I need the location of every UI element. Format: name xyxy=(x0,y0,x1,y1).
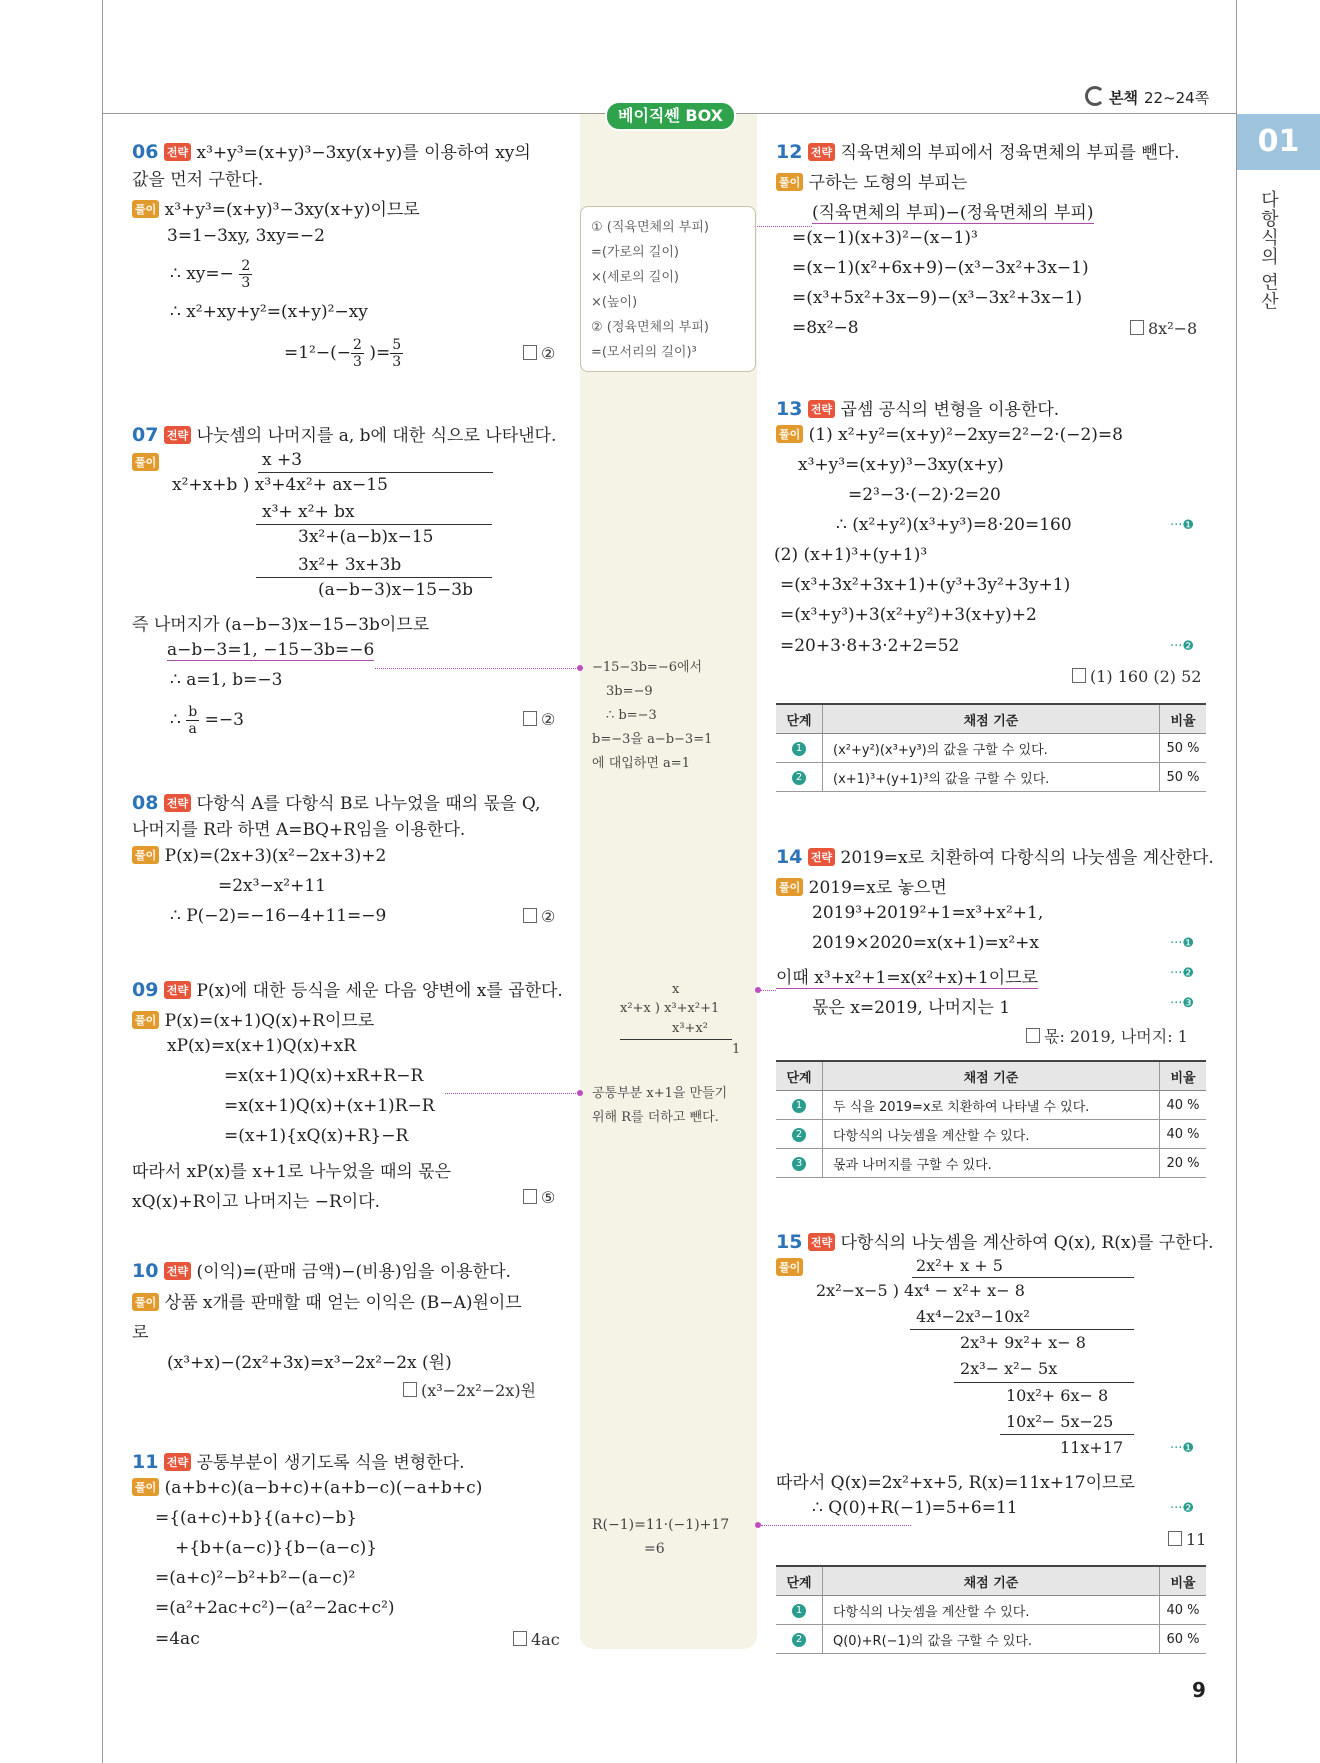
solution-text: (1) x²+y²=(x+y)²−2xy=2²−2·(−2)=8 xyxy=(808,425,1123,445)
leader-line xyxy=(761,1525,911,1526)
q14-line-3: 2019×2020=x(x+1)=x²+x xyxy=(812,933,1039,953)
answer-text: (1) 160 (2) 52 xyxy=(1090,667,1202,686)
q13-scoring-table xyxy=(776,703,1206,792)
solution-tag: 풀이 xyxy=(132,200,159,218)
q13-strategy xyxy=(776,395,1059,420)
q14-strategy xyxy=(776,843,1214,868)
answer-text: ② xyxy=(541,710,556,729)
q14-line-5: 몫은 x=2019, 나머지는 1 xyxy=(812,998,1011,1018)
strategy-text: 공통부분이 생기도록 식을 변형한다. xyxy=(196,1453,465,1473)
strategy-text: 다항식 A를 다항식 B로 나누었을 때의 몫을 Q, xyxy=(196,794,541,814)
answer-icon xyxy=(1072,668,1086,683)
q12-line-3: =(x−1)(x+3)²−(x−1)³ xyxy=(792,228,978,248)
q11-line-1 xyxy=(132,1478,482,1498)
step-cell xyxy=(776,1625,823,1654)
q09-line-7: xQ(x)+R이고 나머지는 −R이다. xyxy=(132,1192,381,1212)
division-step: 2x³− x²− 5x xyxy=(960,1359,1058,1378)
note-line: ② (정육면체의 부피) xyxy=(591,320,709,335)
q09-line-2: xP(x)=x(x+1)Q(x)+xR xyxy=(167,1036,357,1056)
solution-text: (a+b+c)(a−b+c)+(a+b−c)(−a+b+c) xyxy=(164,1478,483,1498)
table-row xyxy=(776,763,1206,792)
solution-tag: 풀이 xyxy=(132,846,159,864)
answer-text: 4ac xyxy=(531,1630,560,1649)
step-marker: ···❷ xyxy=(1170,966,1195,981)
q13-line-4: ∴ (x²+y²)(x³+y³)=8·20=160 xyxy=(836,515,1072,535)
division-remainder: (a−b−3)x−15−3b xyxy=(318,580,473,600)
q07-solution-tag xyxy=(132,453,159,473)
underlined-expression: (직육면체의 부피)−(정육면체의 부피) xyxy=(812,203,1094,223)
division-dividend: x²+x+b ) x³+4x²+ ax−15 xyxy=(172,475,388,495)
strategy-tag: 전략 xyxy=(808,400,835,418)
solution-tag: 풀이 xyxy=(132,1011,159,1029)
box-note-07 xyxy=(592,656,712,776)
header-criteria: 채점 기준 xyxy=(823,1061,1160,1091)
table-row xyxy=(776,1091,1206,1120)
header-criteria: 채점 기준 xyxy=(823,704,1160,734)
answer-icon xyxy=(523,908,537,923)
q06-line-2: 3=1−3xy, 3xy=−2 xyxy=(167,226,325,246)
q07-strategy xyxy=(132,421,556,446)
header-step: 단계 xyxy=(776,704,823,734)
leader-line xyxy=(445,1093,578,1094)
box-note-09-division xyxy=(620,981,740,1060)
step-badge: 2 xyxy=(792,771,806,785)
solution-tag: 풀이 xyxy=(132,1293,159,1311)
header-ratio: 비율 xyxy=(1160,1566,1207,1596)
numerator: 2 xyxy=(353,337,362,353)
q12-line-2 xyxy=(812,198,1094,223)
q06-line-5 xyxy=(284,337,403,370)
q15-answer xyxy=(1168,1530,1206,1549)
header-criteria: 채점 기준 xyxy=(823,1566,1160,1596)
step-cell xyxy=(776,1149,823,1178)
underlined-expression: a−b−3=1, −15−3b=−6 xyxy=(167,640,375,660)
answer-icon xyxy=(523,345,537,360)
q11-answer xyxy=(513,1630,560,1649)
note-line: =(가로의 길이) xyxy=(591,245,679,260)
header-step: 단계 xyxy=(776,1566,823,1596)
question-number: 12 xyxy=(776,141,803,163)
step-cell xyxy=(776,1091,823,1120)
q11-line-6: =4ac xyxy=(155,1629,200,1649)
solution-tag: 풀이 xyxy=(776,878,803,896)
step-marker: ···❶ xyxy=(1170,518,1195,533)
division-step: 2x³+ 9x²+ x− 8 xyxy=(960,1333,1086,1352)
step-badge: 1 xyxy=(792,1099,806,1113)
strategy-text: 나머지를 R라 하면 A=BQ+R임을 이용한다. xyxy=(132,820,466,840)
page-number: 9 xyxy=(1192,1678,1206,1702)
q08-line-2: =2x³−x²+11 xyxy=(218,876,326,896)
q11-line-4: =(a+c)²−b²+b²−(a−c)² xyxy=(155,1568,356,1588)
table-row xyxy=(776,1625,1206,1654)
note-line: R(−1)=11·(−1)+17 xyxy=(592,1517,730,1533)
q09-line-6: 따라서 xP(x)를 x+1로 나누었을 때의 몫은 xyxy=(132,1162,452,1182)
solution-tag: 풀이 xyxy=(776,425,803,443)
question-number: 10 xyxy=(132,1260,159,1282)
q12-line-1 xyxy=(776,168,967,193)
q13-line-6: =(x³+3x²+3x+1)+(y³+3y²+3y+1) xyxy=(780,575,1071,595)
denominator: 3 xyxy=(353,354,362,370)
answer-icon xyxy=(1168,1531,1182,1546)
division-quotient: x +3 xyxy=(262,450,303,470)
q10-answer xyxy=(403,1378,536,1401)
strategy-tag: 전략 xyxy=(164,1262,191,1280)
criteria-cell: 몫과 나머지를 구할 수 있다. xyxy=(823,1149,1160,1178)
q08-strategy xyxy=(132,789,540,814)
table-row xyxy=(776,734,1206,763)
q15-line-1: 따라서 Q(x)=2x²+x+5, R(x)=11x+17이므로 xyxy=(776,1473,1135,1493)
header-step: 단계 xyxy=(776,1061,823,1091)
ratio-cell: 50 % xyxy=(1160,763,1207,792)
solution-text: =1²−(− xyxy=(284,343,351,363)
q11-line-5: =(a²+2ac+c²)−(a²−2ac+c²) xyxy=(155,1598,395,1618)
division-step: 10x²− 5x−25 xyxy=(1006,1412,1114,1431)
q12-answer xyxy=(1130,319,1197,338)
division-rule xyxy=(954,1382,1134,1383)
division-bar xyxy=(912,1277,1134,1278)
step-cell xyxy=(776,763,823,792)
q15-solution-tag xyxy=(776,1258,803,1278)
q12-line-4: =(x−1)(x²+6x+9)−(x³−3x²+3x−1) xyxy=(792,258,1089,278)
question-number: 11 xyxy=(132,1451,159,1473)
fraction xyxy=(390,337,403,370)
division-quotient: 2x²+ x + 5 xyxy=(916,1256,1003,1275)
note-line: b=−3을 a−b−3=1 xyxy=(592,732,713,747)
step-marker: ···❶ xyxy=(1170,1441,1195,1456)
leader-line xyxy=(761,990,776,991)
strategy-tag: 전략 xyxy=(164,981,191,999)
criteria-cell: (x+1)³+(y+1)³의 값을 구할 수 있다. xyxy=(823,763,1160,792)
denominator: 3 xyxy=(241,275,251,291)
step-marker: ···❸ xyxy=(1170,996,1195,1011)
ratio-cell: 60 % xyxy=(1160,1625,1207,1654)
question-number: 08 xyxy=(132,792,159,814)
answer-text: 8x²−8 xyxy=(1148,319,1198,338)
note-line: 에 대입하면 a=1 xyxy=(592,756,690,771)
solution-text: P(x)=(2x+3)(x²−2x+3)+2 xyxy=(164,846,387,866)
table-header-row xyxy=(776,1061,1206,1091)
q15-strategy xyxy=(776,1228,1214,1253)
q13-answer xyxy=(1072,667,1201,686)
q07-answer xyxy=(523,710,555,729)
strategy-tag: 전략 xyxy=(164,426,191,444)
solution-text: P(x)=(x+1)Q(x)+R이므로 xyxy=(164,1011,375,1031)
strategy-text: 곱셈 공식의 변형을 이용한다. xyxy=(840,400,1060,420)
division-remainder: 11x+17 xyxy=(1060,1438,1124,1457)
box-title: 베이직쎈 BOX xyxy=(605,101,736,131)
box-note-volume xyxy=(580,206,756,372)
question-number: 09 xyxy=(132,979,159,1001)
q10-line-2: 로 xyxy=(132,1323,149,1343)
q07-line-4 xyxy=(170,704,244,737)
answer-text: ② xyxy=(541,344,556,363)
chapter-number: 01 xyxy=(1237,114,1320,170)
criteria-cell: 다항식의 나눗셈을 계산할 수 있다. xyxy=(823,1120,1160,1149)
note-line: 1 xyxy=(732,1042,741,1057)
step-badge: 1 xyxy=(792,742,806,756)
q12-strategy xyxy=(776,138,1180,163)
note-line: ∴ b=−3 xyxy=(606,708,657,723)
solution-text: )= xyxy=(369,343,391,363)
q09-line-5: =(x+1){xQ(x)+R}−R xyxy=(224,1126,409,1146)
answer-icon xyxy=(1026,1028,1040,1043)
criteria-cell: Q(0)+R(−1)의 값을 구할 수 있다. xyxy=(823,1625,1160,1654)
numerator: b xyxy=(188,704,198,720)
table-row xyxy=(776,1596,1206,1625)
q14-scoring-table xyxy=(776,1060,1206,1178)
solution-text: 2019=x로 놓으면 xyxy=(808,878,947,898)
step-badge: 2 xyxy=(792,1128,806,1142)
q15-scoring-table xyxy=(776,1565,1206,1654)
page-reference xyxy=(1085,86,1209,108)
q09-line-4: =x(x+1)Q(x)+(x+1)R−R xyxy=(224,1096,435,1116)
note-line: −15−3b=−6에서 xyxy=(592,660,703,675)
answer-text: 몫: 2019, 나머지: 1 xyxy=(1044,1027,1188,1046)
strategy-tag: 전략 xyxy=(164,1453,191,1471)
q14-line-4 xyxy=(776,963,1038,988)
solution-text: 상품 x개를 판매할 때 얻는 이익은 (B−A)원이므 xyxy=(164,1293,522,1313)
step-marker: ···❷ xyxy=(1170,639,1195,654)
division-dividend: 2x²−x−5 ) 4x⁴ − x²+ x− 8 xyxy=(816,1281,1025,1300)
answer-icon xyxy=(1130,320,1144,335)
q12-line-6: =8x²−8 xyxy=(792,318,859,338)
note-line: x²+x ) x³+x²+1 xyxy=(620,1001,720,1016)
note-line: ① (직육면체의 부피) xyxy=(591,220,709,235)
division-step: 3x²+ 3x+3b xyxy=(298,555,402,575)
strategy-text: 나눗셈의 나머지를 a, b에 대한 식으로 나타낸다. xyxy=(196,426,557,446)
strategy-text: 직육면체의 부피에서 정육면체의 부피를 뺀다. xyxy=(840,143,1180,163)
q06-line-4: ∴ x²+xy+y²=(x+y)²−xy xyxy=(170,302,368,322)
left-margin-line xyxy=(102,0,103,1763)
step-cell xyxy=(776,734,823,763)
answer-icon xyxy=(523,1189,537,1204)
step-cell xyxy=(776,1596,823,1625)
strategy-text: 다항식의 나눗셈을 계산하여 Q(x), R(x)를 구한다. xyxy=(840,1233,1214,1253)
q08-answer xyxy=(523,907,555,926)
question-number: 14 xyxy=(776,846,803,868)
q14-answer xyxy=(1026,1024,1188,1047)
q12-line-5: =(x³+5x²+3x−9)−(x³−3x²+3x−1) xyxy=(792,288,1083,308)
strategy-text: (이익)=(판매 금액)−(비용)임을 이용한다. xyxy=(196,1262,511,1282)
answer-icon xyxy=(403,1382,417,1397)
ratio-cell: 40 % xyxy=(1160,1120,1207,1149)
question-number: 07 xyxy=(132,424,159,446)
q13-line-1 xyxy=(776,425,1123,445)
leader-line xyxy=(757,226,812,227)
q07-line-3: ∴ a=1, b=−3 xyxy=(170,670,283,690)
criteria-cell: 두 식을 2019=x로 치환하여 나타낼 수 있다. xyxy=(823,1091,1160,1120)
solution-text: =−3 xyxy=(204,710,244,730)
leader-line xyxy=(375,668,578,669)
criteria-cell: 다항식의 나눗셈을 계산할 수 있다. xyxy=(823,1596,1160,1625)
q07-line-1: 즉 나머지가 (a−b−3)x−15−3b이므로 xyxy=(132,615,430,635)
strategy-tag: 전략 xyxy=(808,848,835,866)
numerator: 5 xyxy=(392,337,402,353)
q09-line-1 xyxy=(132,1006,374,1031)
division-rule xyxy=(256,524,492,525)
table-header-row xyxy=(776,1566,1206,1596)
header-ratio: 비율 xyxy=(1160,1061,1207,1091)
solution-tag: 풀이 xyxy=(132,453,159,471)
q09-answer xyxy=(523,1188,555,1207)
strategy-text: 2019=x로 치환하여 다항식의 나눗셈을 계산한다. xyxy=(840,848,1214,868)
q13-line-5: (2) (x+1)³+(y+1)³ xyxy=(774,545,928,565)
step-cell xyxy=(776,1120,823,1149)
note-line: 3b=−9 xyxy=(606,684,653,699)
fraction xyxy=(186,704,199,737)
solution-text: 구하는 도형의 부피는 xyxy=(808,173,968,193)
step-badge: 3 xyxy=(792,1157,806,1171)
strategy-text: x³+y³=(x+y)³−3xy(x+y)를 이용하여 xy의 xyxy=(196,143,531,163)
fraction xyxy=(351,337,364,370)
step-marker: ···❷ xyxy=(1170,1501,1195,1516)
strategy-text: P(x)에 대한 등식을 세운 다음 양변에 x를 곱한다. xyxy=(196,981,563,1001)
ratio-cell: 40 % xyxy=(1160,1596,1207,1625)
note-line: 위해 R를 더하고 뺀다. xyxy=(592,1110,719,1125)
q15-line-2: ∴ Q(0)+R(−1)=5+6=11 xyxy=(812,1498,1018,1518)
answer-text: ② xyxy=(541,907,556,926)
note-line: ×(세로의 길이) xyxy=(591,270,679,285)
header-ratio: 비율 xyxy=(1160,704,1207,734)
step-badge: 1 xyxy=(792,1604,806,1618)
ratio-cell: 50 % xyxy=(1160,734,1207,763)
note-line: =(모서리의 길이)³ xyxy=(591,345,697,360)
strategy-tag: 전략 xyxy=(808,143,835,161)
question-number: 13 xyxy=(776,398,803,420)
step-badge: 2 xyxy=(792,1633,806,1647)
solution-text: ∴ xy=− xyxy=(170,264,234,284)
strategy-tag: 전략 xyxy=(164,143,191,161)
q13-line-3: =2³−3·(−2)·2=20 xyxy=(848,485,1001,505)
note-line: x xyxy=(672,982,680,997)
solution-tag: 풀이 xyxy=(132,1478,159,1496)
q10-strategy xyxy=(132,1257,511,1282)
q06-answer xyxy=(523,344,555,363)
q11-line-2: ={(a+c)+b}{(a+c)−b} xyxy=(155,1508,358,1528)
ref-label: 본책 xyxy=(1109,89,1138,107)
q07-line-2 xyxy=(167,640,374,660)
division-rule xyxy=(910,1329,1134,1330)
ratio-cell: 20 % xyxy=(1160,1149,1207,1178)
q09-strategy xyxy=(132,976,563,1001)
division-step: 10x²+ 6x− 8 xyxy=(1006,1386,1109,1405)
solution-text: ∴ xyxy=(170,710,181,730)
box-note-09 xyxy=(592,1082,727,1130)
solution-tag: 풀이 xyxy=(776,1258,803,1276)
q11-line-3: +{b+(a−c)}{b−(a−c)} xyxy=(175,1538,378,1558)
strategy-tag: 전략 xyxy=(164,794,191,812)
question-number: 15 xyxy=(776,1231,803,1253)
solution-text: x³+y³=(x+y)³−3xy(x+y)이므로 xyxy=(164,200,420,220)
q14-line-1 xyxy=(776,873,947,898)
q10-line-1 xyxy=(132,1288,522,1313)
criteria-cell: (x²+y²)(x³+y³)의 값을 구할 수 있다. xyxy=(823,734,1160,763)
denominator: a xyxy=(188,721,197,737)
q13-line-8: =20+3·8+3·2+2=52 xyxy=(780,636,960,656)
answer-text: 11 xyxy=(1186,1530,1207,1549)
q06-line-3 xyxy=(170,258,252,291)
q13-line-7: =(x³+y³)+3(x²+y²)+3(x+y)+2 xyxy=(780,605,1037,625)
table-row xyxy=(776,1120,1206,1149)
numerator: 2 xyxy=(241,258,251,274)
division-step: 4x⁴−2x³−10x² xyxy=(916,1307,1030,1326)
table-header-row xyxy=(776,704,1206,734)
q09-line-3: =x(x+1)Q(x)+xR+R−R xyxy=(224,1066,424,1086)
q06-strategy xyxy=(132,138,531,163)
q14-line-2: 2019³+2019²+1=x³+x²+1, xyxy=(812,903,1044,923)
strategy-text: 값을 먼저 구한다. xyxy=(132,170,264,190)
ratio-cell: 40 % xyxy=(1160,1091,1207,1120)
division-rule xyxy=(1000,1434,1134,1435)
q08-line-3: ∴ P(−2)=−16−4+11=−9 xyxy=(170,906,387,926)
division-bar xyxy=(258,472,493,473)
note-line: x³+x² xyxy=(620,1019,732,1040)
question-number: 06 xyxy=(132,141,159,163)
underlined-expression: 이때 x³+x²+1=x(x²+x)+1이므로 xyxy=(776,968,1039,988)
answer-text: (x³−2x²−2x)원 xyxy=(421,1381,537,1400)
box-note-11 xyxy=(592,1513,729,1561)
right-margin-line xyxy=(1236,0,1237,1763)
step-marker: ···❶ xyxy=(1170,936,1195,951)
q13-line-2: x³+y³=(x+y)³−3xy(x+y) xyxy=(798,455,1004,475)
note-line: =6 xyxy=(644,1541,665,1557)
table-row xyxy=(776,1149,1206,1178)
division-step: 3x²+(a−b)x−15 xyxy=(298,527,434,547)
answer-text: ⑤ xyxy=(541,1188,556,1207)
ref-pages: 22~24쪽 xyxy=(1143,89,1210,107)
division-rule xyxy=(256,577,492,578)
q11-strategy xyxy=(132,1448,464,1473)
denominator: 3 xyxy=(392,354,402,370)
note-line: ×(높이) xyxy=(591,295,638,310)
fraction xyxy=(239,258,252,291)
division-step: x³+ x²+ bx xyxy=(262,502,355,522)
q06-line-1 xyxy=(132,195,420,220)
chapter-title: 다항식의 연산 xyxy=(1258,190,1279,311)
reference-icon xyxy=(1085,86,1105,106)
q08-line-1 xyxy=(132,846,386,866)
q10-line-3: (x³+x)−(2x²+3x)=x³−2x²−2x (원) xyxy=(167,1353,452,1373)
solution-tag: 풀이 xyxy=(776,173,803,191)
note-line: 공통부분 x+1을 만들기 xyxy=(592,1086,728,1101)
strategy-tag: 전략 xyxy=(808,1233,835,1251)
answer-icon xyxy=(513,1631,527,1646)
answer-icon xyxy=(523,711,537,726)
